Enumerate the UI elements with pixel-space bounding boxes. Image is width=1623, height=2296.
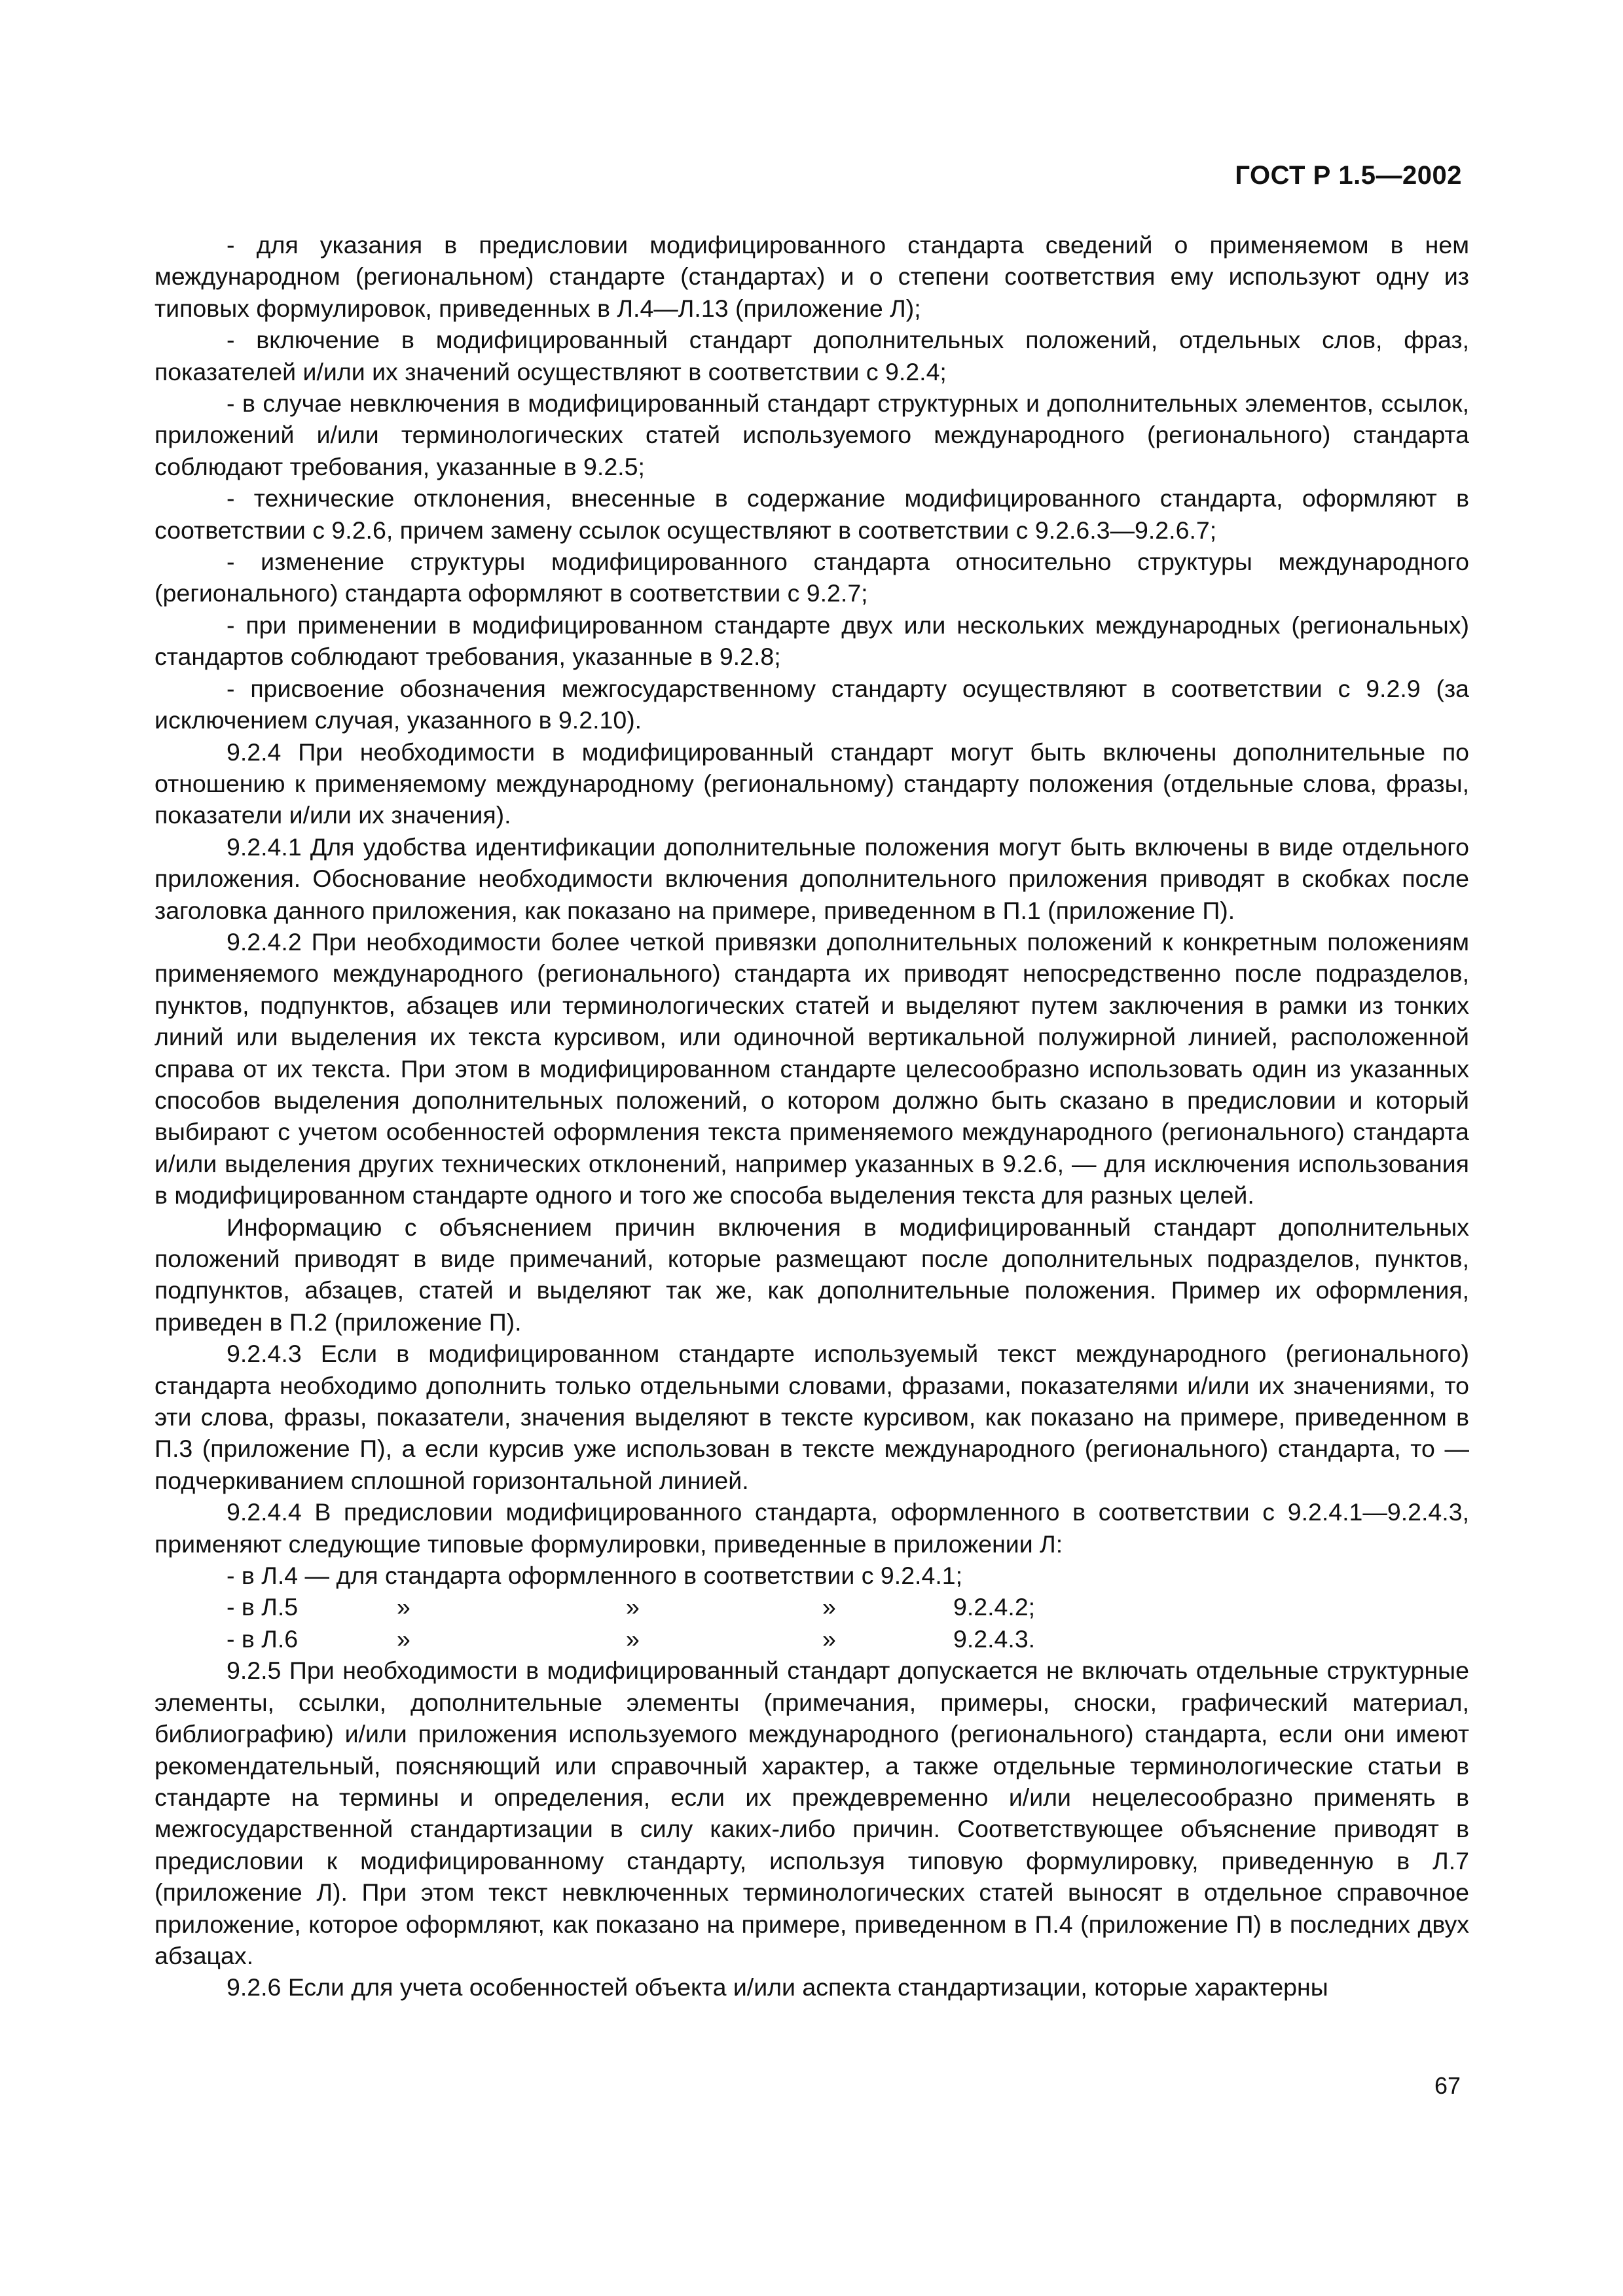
list-row: [155, 1591, 1469, 1623]
document-code-header: ГОСТ Р 1.5—2002: [1235, 161, 1462, 190]
list-row-ref: 9.2.4.2;: [953, 1593, 1036, 1621]
paragraph-9-2-4: 9.2.4 При необходимости в модифицированный стандарт могут быть включены дополнительные по отношению к применяемому международному (региональному) стандарту положения (отдельные слова, фразы, показатели и/или их значения).: [155, 738, 1469, 829]
list-row-ref: 9.2.4.3.: [953, 1624, 1036, 1653]
paragraph: - технические отклонения, внесенные в содержание модифицированного стандарта, оформляют в соответствии с 9.2.6, причем замену ссылок осуществляют в соответствии с 9.2.6.3—9.2.6.7;: [155, 484, 1469, 544]
paragraph: - в случае невключения в модифицированный стандарт структурных и дополнительных элементов, ссылок, приложений и/или терминологических статей используемого международного (регионального) стандарта соблюдают требования, указанные в 9.2.5;: [155, 389, 1469, 480]
paragraph: - присвоение обозначения межгосударственному стандарту осуществляют в соответствии с 9.2.9 (за исключением случая, указанного в 9.2.10).: [155, 674, 1469, 734]
paragraph-9-2-6: 9.2.6 Если для учета особенностей объекта и/или аспекта стандартизации, которые характерны: [227, 1973, 1328, 2001]
list-row-label: - в Л.5: [227, 1593, 299, 1621]
ditto-mark: »: [626, 1624, 640, 1653]
paragraph-9-2-4-4: 9.2.4.4 В предисловии модифицированного стандарта, оформленного в соответствии с 9.2.4.1—9.2.4.3, применяют следующие типовые формулировки, приведенные в приложении Л:: [155, 1498, 1469, 1558]
paragraph: - включение в модифицированный стандарт дополнительных положений, отдельных слов, фраз, показателей и/или их значений осуществляют в соответствии с 9.2.4;: [155, 326, 1469, 386]
paragraph: - изменение структуры модифицированного стандарта относительно структуры международного (регионального) стандарта оформляют в соответствии с 9.2.7;: [155, 548, 1469, 607]
ditto-mark: »: [822, 1624, 836, 1653]
paragraph: - для указания в предисловии модифицированного стандарта сведений о применяемом в нем международном (региональном) стандарте (стандартах) и о степени соответствия ему используют одну из типовых формулировок, приведенных в Л.4—Л.13 (приложение Л);: [155, 231, 1469, 322]
list-row-label: - в Л.6: [227, 1624, 299, 1653]
paragraph: Информацию с объяснением причин включения в модифицированный стандарт дополнительных положений приводят в виде примечаний, которые размещают после дополнительных подразделов, пунктов, подпунктов, абзацев, статей и выделяют так же, как дополнительные положения. Пример их оформления, приведен в П.2 (приложение П).: [155, 1213, 1469, 1336]
paragraph-9-2-5: 9.2.5 При необходимости в модифицированный стандарт допускается не включать отдельные структурные элементы, ссылки, дополнительные элементы (примечания, примеры, сноски, графический материал, библиографию) и/или приложения используемого международного (регионального) стандарта, если они имеют рекомендательный, поясняющий или справочный характер, а также отдельные терминологические статьи в стандарте на термины и определения, если их преждевременно и/или нецелесообразно применять в межгосударственной стандартизации в силу каких-либо причин. Соответствующее объяснение приводят в предисловии к модифицированному стандарту, используя типовую формулировку, приведенную в Л.7 (приложение Л). При этом текст невключенных терминологических статей выносят в отдельное справочное приложение, которое оформляют, как показано на примере, приведенном в П.4 (приложение П) в последних двух абзацах.: [155, 1657, 1469, 1969]
paragraph-9-2-4-3: 9.2.4.3 Если в модифицированном стандарте используемый текст международного (регионального) стандарта необходимо дополнить только отдельными словами, фразами, показателями и/или их значениями, то эти слова, фразы, показатели, значения выделяют в тексте курсивом, как показано на примере, приведенном в П.3 (приложение П), а если курсив уже использован в тексте международного (регионального) стандарта, то — подчеркиванием сплошной горизонтальной линией.: [155, 1340, 1469, 1494]
page-number: 67: [1434, 2072, 1461, 2099]
ditto-mark: »: [397, 1593, 410, 1621]
paragraph-9-2-4-2: 9.2.4.2 При необходимости более четкой привязки дополнительных положений к конкретным положениям применяемого международного (регионального) стандарта их приводят непосредственно после подразделов, пунктов, подпунктов, абзацев или терминологических статей и выделяют путем заключения в рамки из тонких линий или выделения их текста курсивом, или одиночной вертикальной полужирной линией, расположенной справа от их текста. При этом в модифицированном стандарте целесообразно использовать один из указанных способов выделения дополнительных положений, о котором должно быть сказано в предисловии и который выбирают с учетом особенностей оформления текста применяемого международного (регионального) стандарта и/или выделения других технических отклонений, например указанных в 9.2.6, — для исключения использования в модифицированном стандарте одного и того же способа выделения текста для разных целей.: [155, 927, 1469, 1210]
paragraph: - при применении в модифицированном стандарте двух или нескольких международных (региональных) стандартов соблюдают требования, указанные в 9.2.8;: [155, 611, 1469, 671]
ditto-mark: »: [822, 1593, 836, 1621]
paragraph-9-2-4-1: 9.2.4.1 Для удобства идентификации дополнительные положения могут быть включены в виде отдельного приложения. Обоснование необходимости включения дополнительного приложения приводят в скобках после заголовка данного приложения, как показано на примере, приведенном в П.1 (приложение П).: [155, 833, 1469, 924]
list-item: - в Л.4 — для стандарта оформленного в соответствии с 9.2.4.1;: [227, 1562, 963, 1590]
list-row: [155, 1623, 1469, 1655]
document-body: [155, 229, 1469, 2003]
ditto-mark: »: [397, 1624, 410, 1653]
ditto-mark: »: [626, 1593, 640, 1621]
